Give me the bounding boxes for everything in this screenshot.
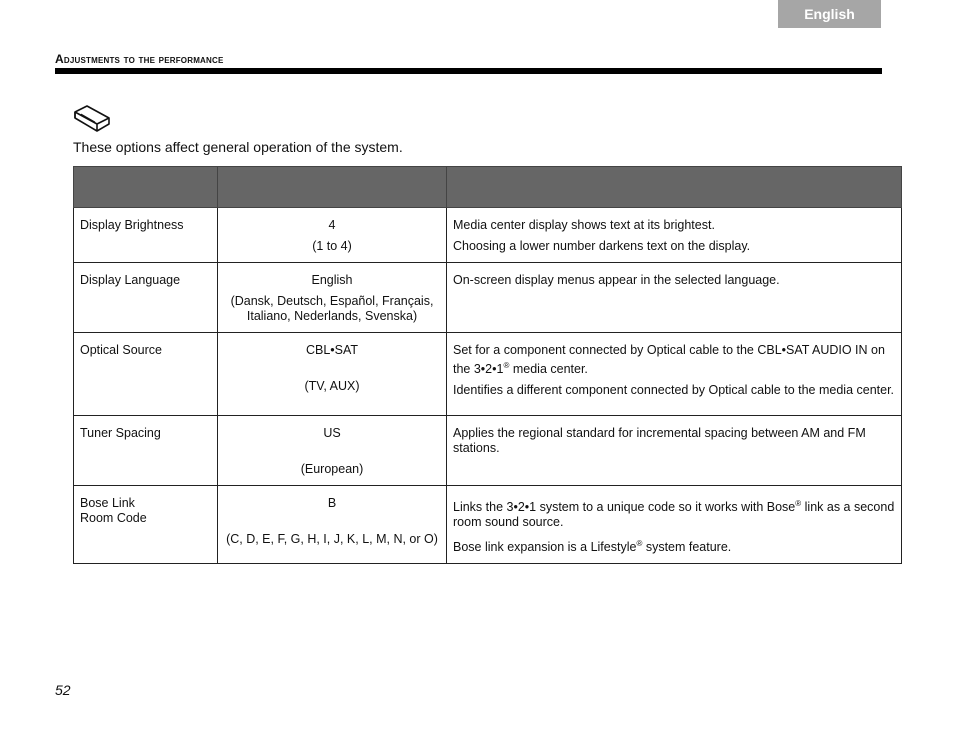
- setting-value: US (European): [218, 416, 447, 486]
- setting-name: Tuner Spacing: [74, 416, 218, 486]
- setting-description: Applies the regional standard for incremental spacing between AM and FM stations.: [447, 416, 902, 486]
- table-row: [74, 416, 902, 486]
- page-number: 52: [55, 682, 71, 698]
- header-description: [447, 167, 902, 208]
- setting-name: Bose Link Room Code: [74, 486, 218, 564]
- header-rule: [55, 68, 882, 74]
- language-tab[interactable]: English: [778, 0, 881, 28]
- table-row: [74, 333, 902, 416]
- setting-name: Optical Source: [74, 333, 218, 416]
- header-value: [218, 167, 447, 208]
- table-row: [74, 263, 902, 333]
- setting-description: Media center display shows text at its brightest. Choosing a lower number darkens text on the display.: [447, 208, 902, 263]
- table-row: [74, 208, 902, 263]
- setting-description: Links the 3•2•1 system to a unique code so it works with Bose® link as a second room sound source. Bose link expansion is a Lifestyle® system feature.: [447, 486, 902, 564]
- setting-value: CBL•SAT (TV, AUX): [218, 333, 447, 416]
- setting-value: English (Dansk, Deutsch, Español, Français, Italiano, Nederlands, Svenska): [218, 263, 447, 333]
- section-title: Adjustments to the performance: [55, 52, 224, 66]
- options-table: [73, 166, 902, 564]
- table-header-row: [74, 167, 902, 208]
- setting-description: Set for a component connected by Optical cable to the CBL•SAT AUDIO IN on the 3•2•1® media center. Identifies a different component connected by Optical cable to the media center.: [447, 333, 902, 416]
- setting-value: 4 (1 to 4): [218, 208, 447, 263]
- system-menu-icon: [73, 104, 111, 134]
- setting-value: B (C, D, E, F, G, H, I, J, K, L, M, N, or O): [218, 486, 447, 564]
- setting-description: On-screen display menus appear in the selected language.: [447, 263, 902, 333]
- intro-text: These options affect general operation of the system.: [73, 139, 403, 155]
- table-row: [74, 486, 902, 564]
- header-setting: [74, 167, 218, 208]
- setting-name: Display Brightness: [74, 208, 218, 263]
- setting-name: Display Language: [74, 263, 218, 333]
